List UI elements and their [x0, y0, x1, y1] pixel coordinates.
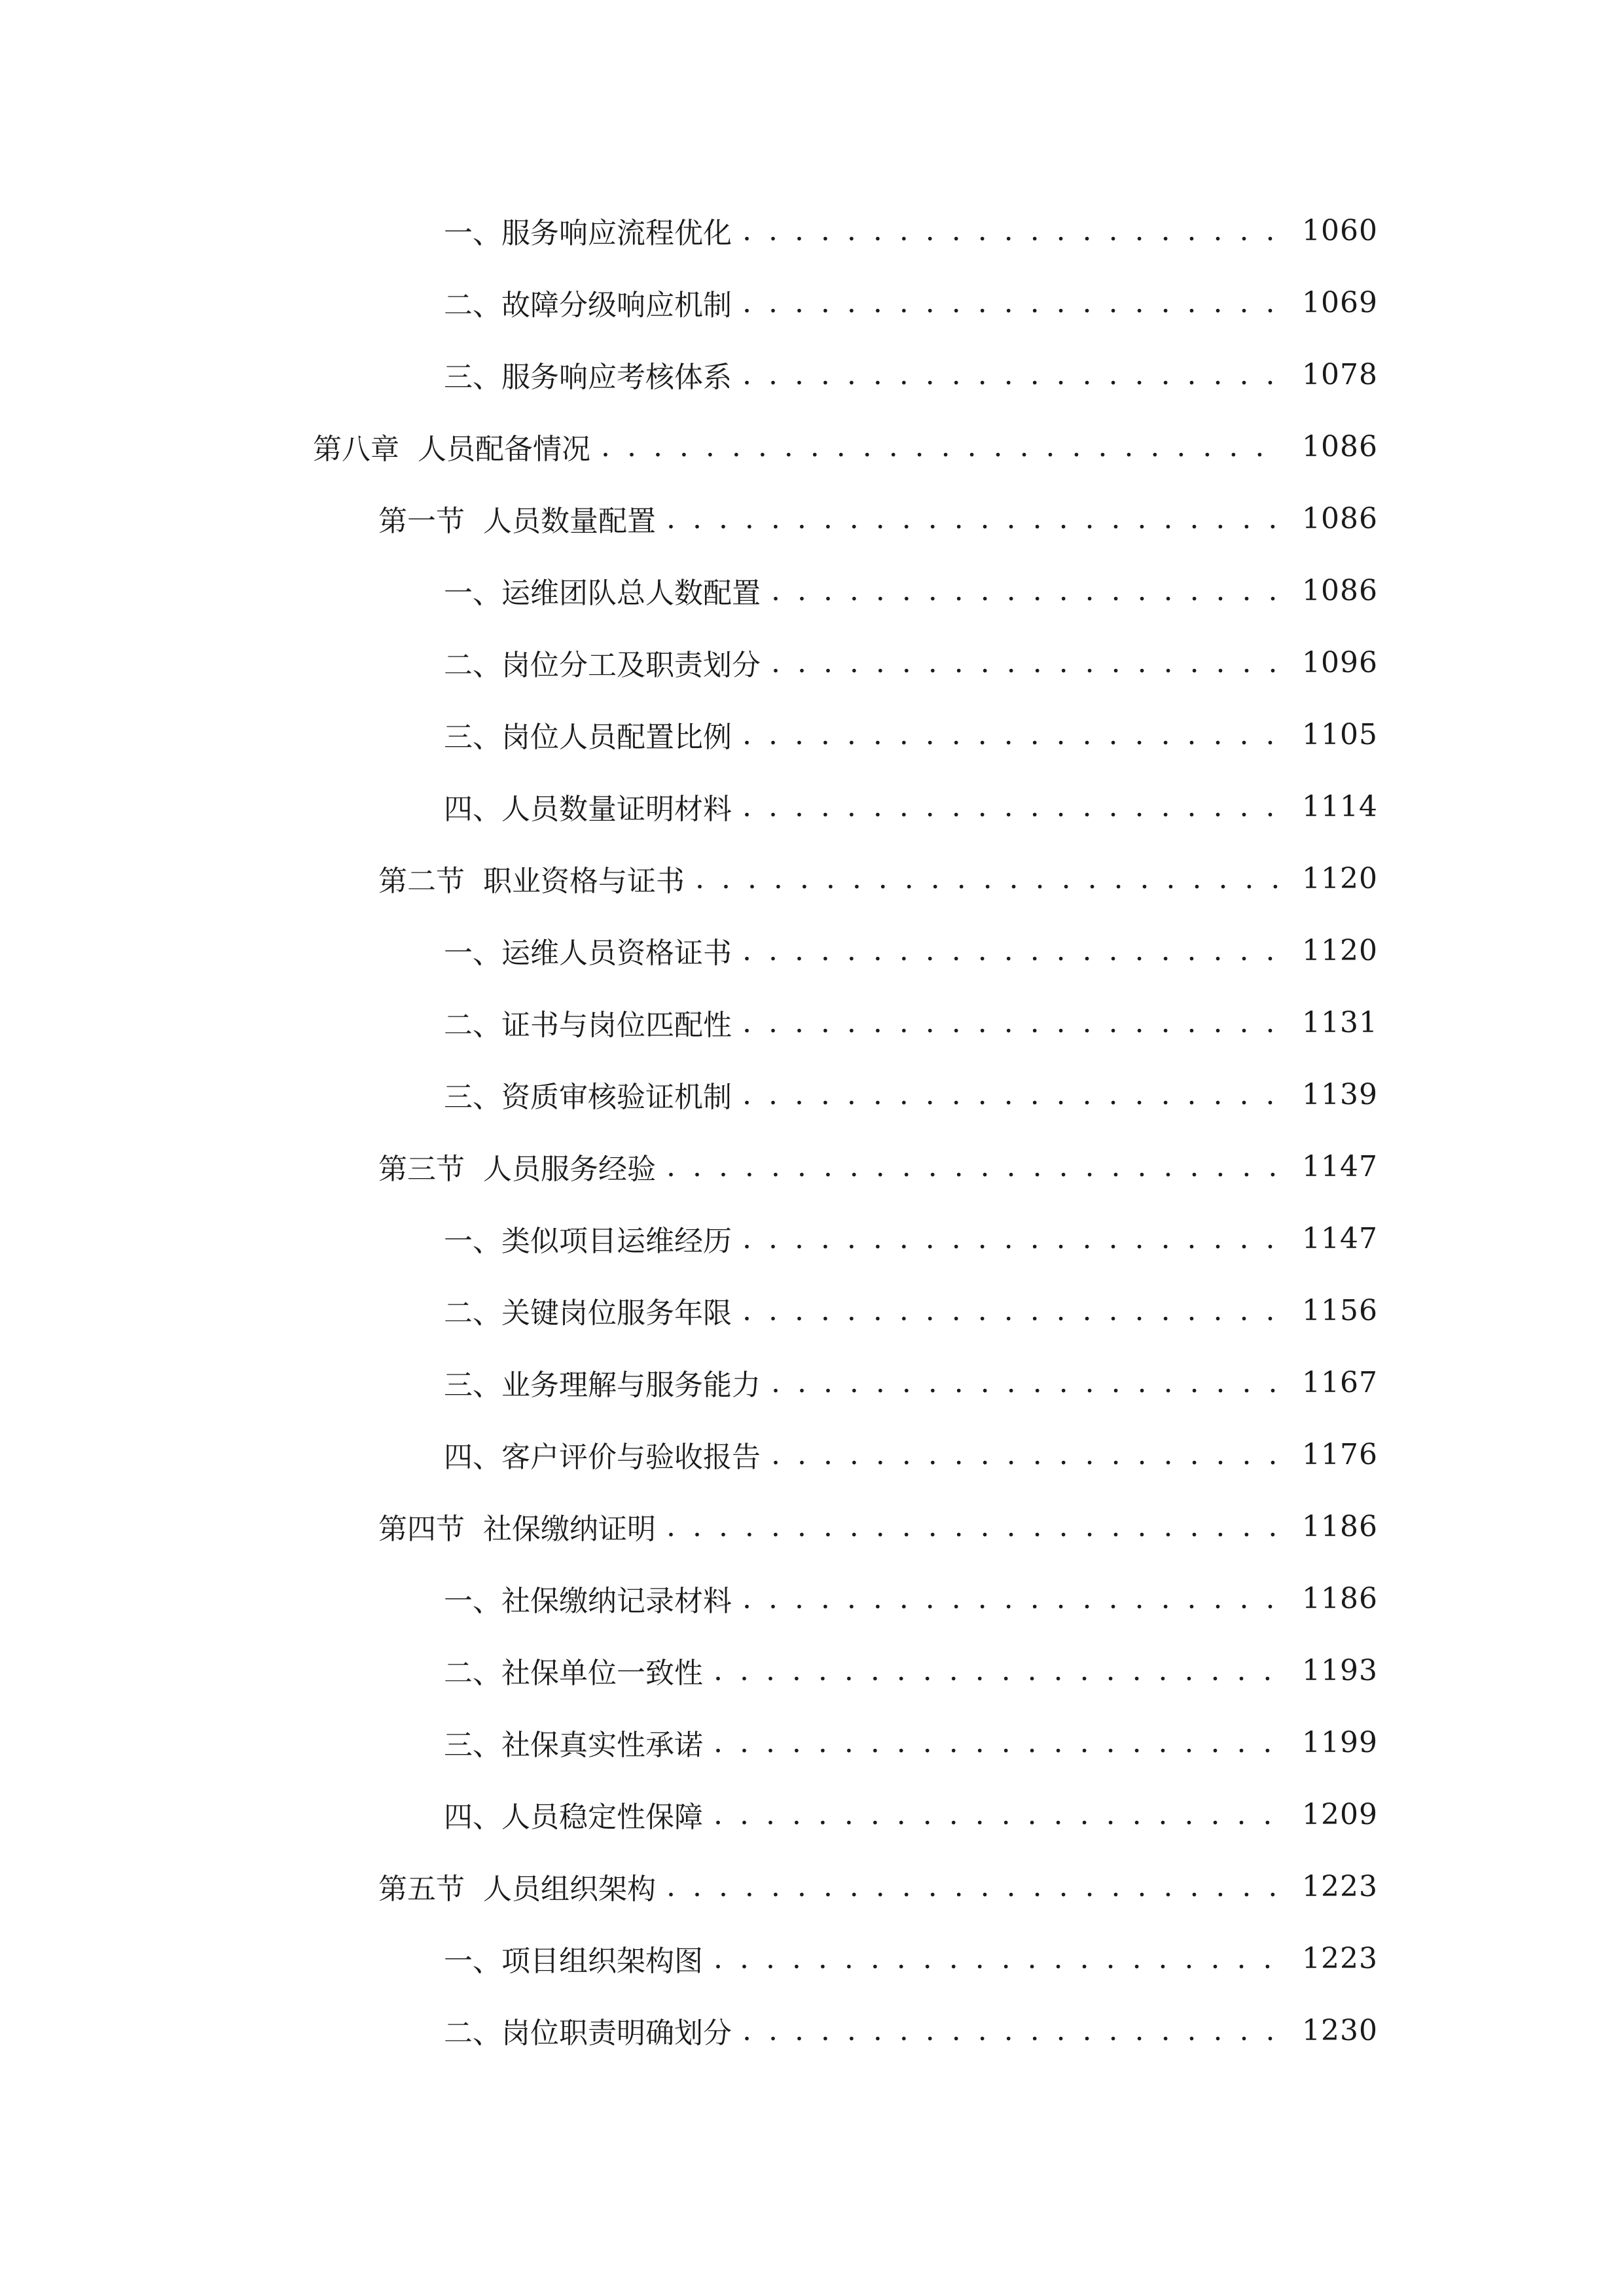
toc-entry-page-number: 1147: [1302, 1149, 1378, 1183]
toc-entry-title: 运维人员资格证书: [501, 937, 732, 970]
dot-leader: [742, 718, 1284, 751]
toc-entry-number: 一、: [444, 1945, 501, 1978]
dot-leader: [742, 1222, 1284, 1255]
toc-entry-number: 三、: [444, 361, 501, 394]
toc-entry-page-number: 1193: [1302, 1653, 1378, 1687]
toc-entry-title: 项目组织架构图: [501, 1945, 703, 1978]
toc-entry-chapter[interactable]: [0, 410, 1624, 482]
toc-entry-number: 第二节: [378, 865, 465, 898]
toc-entry-title: 社保真实性承诺: [501, 1729, 703, 1762]
toc-entry-item[interactable]: [0, 1994, 1624, 2066]
toc-entry-item[interactable]: [0, 266, 1624, 338]
toc-entry-number: 二、: [444, 2017, 501, 2050]
toc-entry-page-number: 1230: [1302, 2013, 1378, 2047]
toc-entry-title: 证书与岗位匹配性: [501, 1009, 732, 1042]
toc-entry-number: 第八章: [313, 433, 399, 466]
toc-entry-page-number: 1223: [1302, 1941, 1378, 1975]
toc-entry-page-number: 1086: [1302, 573, 1378, 607]
toc-entry-title: 人员数量配置: [483, 505, 656, 538]
toc-entry-section[interactable]: [0, 842, 1624, 914]
toc-entry-number: 第一节: [378, 505, 465, 538]
toc-entry-item[interactable]: [0, 626, 1624, 698]
toc-entry-section[interactable]: [0, 1850, 1624, 1922]
toc-entry-title: 人员配备情况: [418, 433, 590, 466]
toc-entry-title: 业务理解与服务能力: [501, 1369, 761, 1402]
dot-leader: [601, 430, 1284, 463]
toc-entry-title: 关键岗位服务年限: [501, 1297, 732, 1330]
dot-leader: [713, 1726, 1284, 1759]
toc-entry-item[interactable]: [0, 1346, 1624, 1418]
toc-entry-title: 社保缴纳记录材料: [501, 1585, 732, 1618]
dot-leader: [771, 574, 1284, 607]
toc-entry-number: 四、: [444, 1441, 501, 1474]
toc-entry-title: 客户评价与验收报告: [501, 1441, 761, 1474]
toc-entry-item[interactable]: [0, 770, 1624, 842]
toc-entry-page-number: 1105: [1302, 717, 1378, 751]
toc-entry-title: 故障分级响应机制: [501, 289, 732, 322]
toc-entry-page-number: 1131: [1302, 1005, 1378, 1039]
toc-entry-page-number: 1120: [1302, 933, 1378, 967]
toc-entry-page-number: 1156: [1302, 1293, 1378, 1327]
toc-entry-title: 人员数量证明材料: [501, 793, 732, 826]
toc-entry-number: 第四节: [378, 1513, 465, 1546]
toc-entry-page-number: 1223: [1302, 1869, 1378, 1903]
dot-leader: [742, 1582, 1284, 1615]
dot-leader: [771, 1438, 1284, 1471]
toc-entry-page-number: 1060: [1302, 213, 1378, 247]
toc-entry-title: 社保缴纳证明: [483, 1513, 656, 1546]
toc-entry-item[interactable]: [0, 1922, 1624, 1994]
toc-entry-page-number: 1114: [1302, 789, 1378, 823]
dot-leader: [713, 1798, 1284, 1831]
toc-entry-title: 人员服务经验: [483, 1153, 656, 1186]
toc-entry-title: 人员组织架构: [483, 1873, 656, 1906]
toc-entry-item[interactable]: [0, 986, 1624, 1058]
toc-entry-number: 二、: [444, 649, 501, 682]
toc-entry-page-number: 1176: [1302, 1437, 1378, 1471]
dot-leader: [666, 1510, 1284, 1543]
toc-entry-title: 运维团队总人数配置: [501, 577, 761, 610]
toc-entry-page-number: 1078: [1302, 357, 1378, 391]
toc-entry-item[interactable]: [0, 1562, 1624, 1634]
toc-entry-item[interactable]: [0, 698, 1624, 770]
dot-leader: [666, 1150, 1284, 1183]
toc-entry-page-number: 1167: [1302, 1365, 1378, 1399]
toc-entry-page-number: 1147: [1302, 1221, 1378, 1255]
table-of-contents: [0, 194, 1624, 2066]
toc-entry-title: 人员稳定性保障: [501, 1801, 703, 1834]
toc-entry-number: 三、: [444, 1081, 501, 1114]
dot-leader: [742, 358, 1284, 391]
toc-entry-page-number: 1199: [1302, 1725, 1378, 1759]
toc-entry-item[interactable]: [0, 1706, 1624, 1778]
toc-entry-page-number: 1086: [1302, 429, 1378, 463]
toc-entry-number: 第三节: [378, 1153, 465, 1186]
toc-entry-item[interactable]: [0, 1202, 1624, 1274]
toc-entry-number: 二、: [444, 1297, 501, 1330]
dot-leader: [742, 214, 1284, 247]
toc-entry-page-number: 1096: [1302, 645, 1378, 679]
toc-entry-number: 一、: [444, 1585, 501, 1618]
toc-entry-number: 二、: [444, 289, 501, 322]
toc-entry-title: 服务响应考核体系: [501, 361, 732, 394]
toc-entry-number: 四、: [444, 1801, 501, 1834]
dot-leader: [742, 2014, 1284, 2047]
dot-leader: [666, 502, 1284, 535]
toc-entry-section[interactable]: [0, 1130, 1624, 1202]
dot-leader: [742, 790, 1284, 823]
toc-entry-page-number: 1069: [1302, 285, 1378, 319]
toc-entry-number: 三、: [444, 1729, 501, 1762]
dot-leader: [742, 1078, 1284, 1111]
toc-entry-number: 三、: [444, 721, 501, 754]
toc-entry-title: 资质审核验证机制: [501, 1081, 732, 1114]
toc-entry-item[interactable]: [0, 1418, 1624, 1490]
toc-entry-number: 第五节: [378, 1873, 465, 1906]
toc-entry-page-number: 1209: [1302, 1797, 1378, 1831]
dot-leader: [742, 934, 1284, 967]
toc-entry-number: 一、: [444, 1225, 501, 1258]
toc-entry-section[interactable]: [0, 482, 1624, 554]
toc-entry-item[interactable]: [0, 914, 1624, 986]
toc-entry-item[interactable]: [0, 1274, 1624, 1346]
toc-entry-page-number: 1139: [1302, 1077, 1378, 1111]
toc-entry-title: 岗位人员配置比例: [501, 721, 732, 754]
dot-leader: [666, 1870, 1284, 1903]
toc-entry-number: 二、: [444, 1009, 501, 1042]
dot-leader: [713, 1942, 1284, 1975]
toc-entry-title: 类似项目运维经历: [501, 1225, 732, 1258]
toc-entry-page-number: 1086: [1302, 501, 1378, 535]
toc-entry-number: 一、: [444, 577, 501, 610]
toc-entry-title: 岗位分工及职责划分: [501, 649, 761, 682]
toc-entry-item[interactable]: [0, 194, 1624, 266]
dot-leader: [742, 286, 1284, 319]
toc-entry-number: 三、: [444, 1369, 501, 1402]
toc-entry-number: 一、: [444, 937, 501, 970]
dot-leader: [695, 862, 1284, 895]
toc-entry-page-number: 1186: [1302, 1509, 1378, 1543]
toc-entry-item[interactable]: [0, 554, 1624, 626]
dot-leader: [742, 1006, 1284, 1039]
toc-entry-number: 四、: [444, 793, 501, 826]
toc-entry-title: 职业资格与证书: [483, 865, 685, 898]
dot-leader: [771, 1366, 1284, 1399]
toc-entry-section[interactable]: [0, 1490, 1624, 1562]
toc-entry-number: 一、: [444, 217, 501, 250]
toc-entry-item[interactable]: [0, 1058, 1624, 1130]
toc-entry-title: 岗位职责明确划分: [501, 2017, 732, 2050]
toc-entry-item[interactable]: [0, 1634, 1624, 1706]
toc-entry-number: 二、: [444, 1657, 501, 1690]
toc-entry-page-number: 1186: [1302, 1581, 1378, 1615]
toc-entry-title: 服务响应流程优化: [501, 217, 732, 250]
toc-entry-title: 社保单位一致性: [501, 1657, 703, 1690]
toc-entry-item[interactable]: [0, 1778, 1624, 1850]
toc-entry-page-number: 1120: [1302, 861, 1378, 895]
dot-leader: [742, 1294, 1284, 1327]
dot-leader: [771, 646, 1284, 679]
toc-entry-item[interactable]: [0, 338, 1624, 410]
dot-leader: [713, 1654, 1284, 1687]
